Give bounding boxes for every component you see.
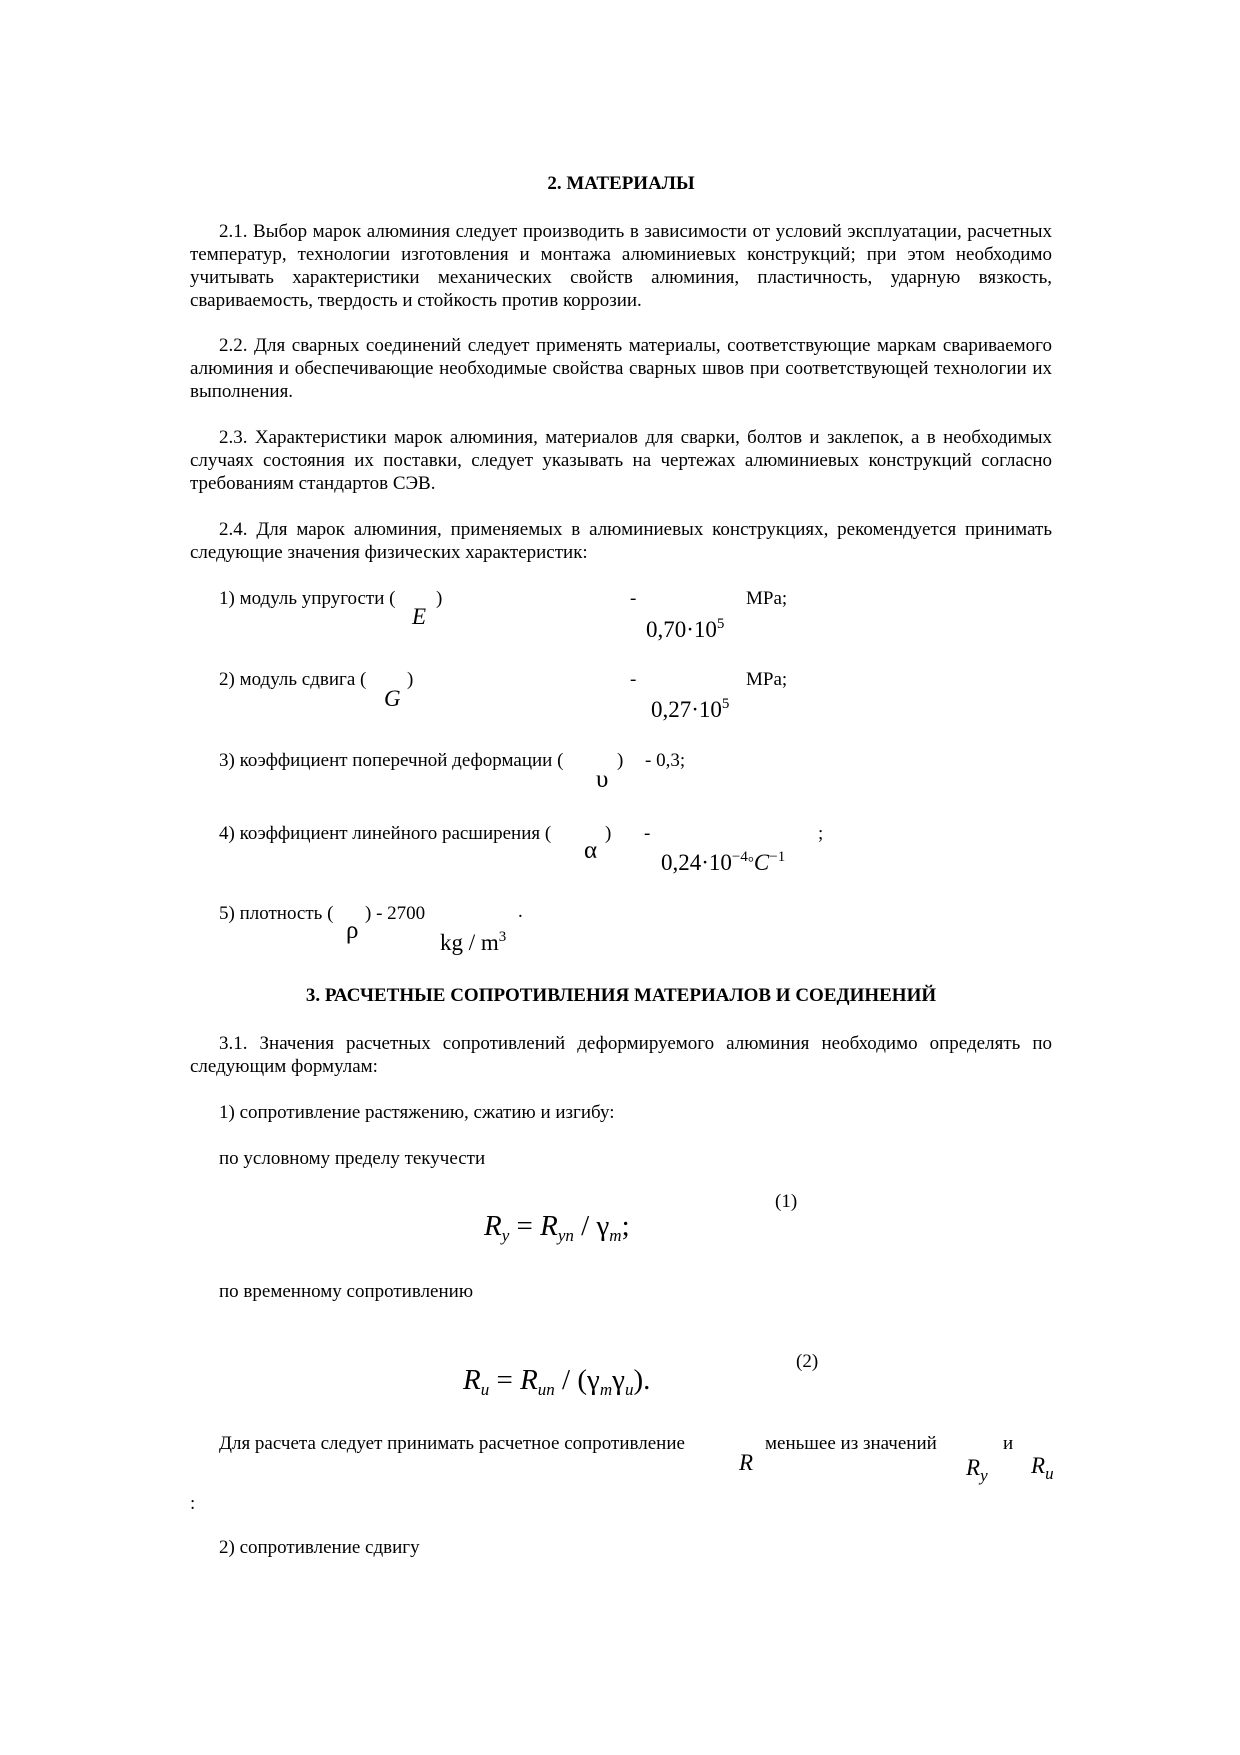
item4-symbol: α [584,837,598,864]
line-yield-strength: по условному пределу текучести [219,1148,486,1169]
item5-value: ) - 2700 [365,903,426,924]
equation-1-number: (1) [775,1191,798,1212]
item4-semicolon: ; [818,823,824,844]
equation-2: $R_u = R_{un} / (\gamma_m\gamma_u)$. [463,1364,651,1399]
item5-symbol: ρ [346,917,359,944]
symbol-R: R [739,1450,754,1475]
item5-period: . [518,901,523,922]
design-resistance-and: и [1003,1433,1014,1454]
item2-dash: - [630,669,637,690]
item2-symbol: G [384,686,401,711]
item1-unit: MPa; [746,588,788,609]
item1-value: $0,70\cdot 10^5$ [646,616,725,642]
section-2-title: 2. МАТЕРИАЛЫ [547,173,695,194]
equation-1: $R_y = R_{yn} / \gamma_m$; [484,1210,630,1245]
item2-unit: MPa; [746,669,788,690]
item3-symbol: υ [596,766,609,793]
item4-close: ) [605,823,612,844]
line-ultimate-strength: по временному сопротивлению [219,1281,474,1302]
item2-value: $0,27\cdot 10^5$ [651,696,730,722]
symbol-Ry: $R_y$ [966,1455,988,1485]
item5-label: 5) плотность ( [219,903,334,924]
paragraph-2-2: 2.2. Для сварных соединений следует применять материалы, соответствующие маркам свариваемого алюминия и обеспечивающие необходимые свойства сварных швов при соответствующей технологии их выполнения. [190,335,1052,402]
design-resistance-text-a: Для расчета следует принимать расчетное сопротивление [219,1433,685,1454]
line-shear-resistance: 2) сопротивление сдвигу [219,1537,420,1558]
item1-label: 1) модуль упругости ( [219,588,396,609]
item4-value: $0,24\cdot 10^{-4}^\circ C^{-1}$ [661,849,786,875]
symbol-Ru: $R_u$ [1031,1453,1054,1483]
item3-value: - 0,3; [645,750,686,771]
paragraph-2-1: 2.1. Выбор марок алюминия следует производить в зависимости от условий эксплуатации, расчетных температур, технологии изготовления и монтажа алюминиевых конструкций; при этом необходимо учитывать характеристики механических свойств алюминия, пластичность, ударную вязкость, свариваемость, твердость и стойкость против коррозии. [190,221,1052,311]
item1-symbol: E [412,604,427,629]
item4-label: 4) коэффициент линейного расширения ( [219,823,552,844]
section-3-title: 3. РАСЧЕТНЫЕ СОПРОТИВЛЕНИЯ МАТЕРИАЛОВ И СОЕДИНЕНИЙ [305,985,937,1006]
item3-label: 3) коэффициент поперечной деформации ( [219,750,564,771]
item4-dash: - [644,823,651,844]
item5-unit: kg / $m^3$ [440,929,507,955]
equation-2-number: (2) [796,1351,819,1372]
line-tension-compression: 1) сопротивление растяжению, сжатию и изгибу: [219,1102,615,1123]
item3-close: ) [617,750,624,771]
colon-line: : [190,1493,196,1514]
design-resistance-text-b: меньшее из значений [765,1433,937,1454]
paragraph-2-3: 2.3. Характеристики марок алюминия, материалов для сварки, болтов и заклепок, а в необходимых случаях состояния их поставки, следует указывать на чертежах алюминиевых конструкций согласно требованиям стандартов СЭВ. [190,427,1052,494]
paragraph-3-1: 3.1. Значения расчетных сопротивлений деформируемого алюминия необходимо определять по следующим формулам: [190,1033,1052,1077]
item2-label: 2) модуль сдвига ( [219,669,367,690]
item1-close: ) [436,588,443,609]
item2-close: ) [407,669,414,690]
paragraph-2-4: 2.4. Для марок алюминия, применяемых в алюминиевых конструкциях, рекомендуется принимать следующие значения физических характеристик: [190,519,1052,563]
item1-dash: - [630,588,637,609]
